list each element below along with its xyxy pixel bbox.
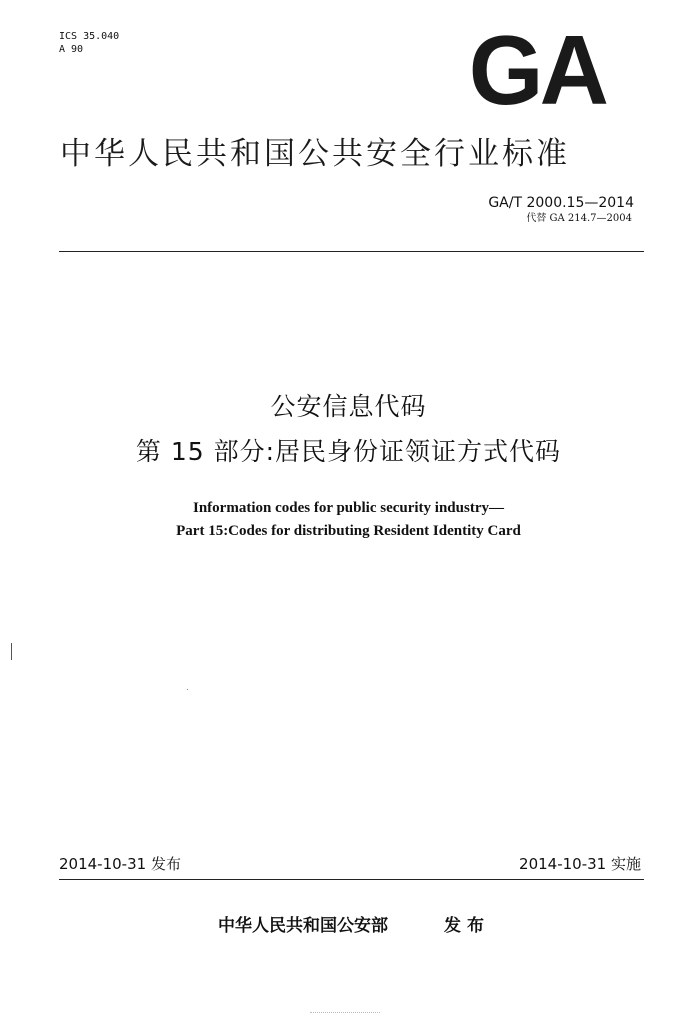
title-en-part: Part 15:Codes for distributing Resident Identity Card (176, 523, 521, 539)
classification-codes (59, 30, 119, 56)
top-divider (59, 251, 644, 252)
organization-title: 中华人民共和国公共安全行业标准 (60, 136, 570, 172)
implementation-date: 2014-10-31 实施 (519, 855, 641, 873)
ics-code: ICS 35.040 (59, 31, 120, 42)
bottom-divider (59, 879, 644, 880)
title-cn-main: 公安信息代码 (270, 392, 427, 421)
replaces-standard: 代替 GA 214.7—2004 (526, 213, 632, 224)
issue-date: 2014-10-31 发布 (59, 855, 181, 873)
scan-speck (187, 689, 188, 690)
standard-number: GA/T 2000.15—2014 (488, 195, 634, 211)
title-cn-part: 第 15 部分:居民身份证领证方式代码 (135, 437, 562, 466)
issuing-authority: 中华人民共和国公安部 (218, 916, 388, 936)
title-en-main: Information codes for public security industry— (193, 500, 504, 516)
ccs-code: A 90 (59, 44, 84, 55)
scan-artifact (11, 643, 12, 660)
footer-scan-noise (310, 1012, 380, 1015)
issuing-verb: 发布 (444, 916, 490, 936)
ga-logo: GA (468, 15, 605, 125)
